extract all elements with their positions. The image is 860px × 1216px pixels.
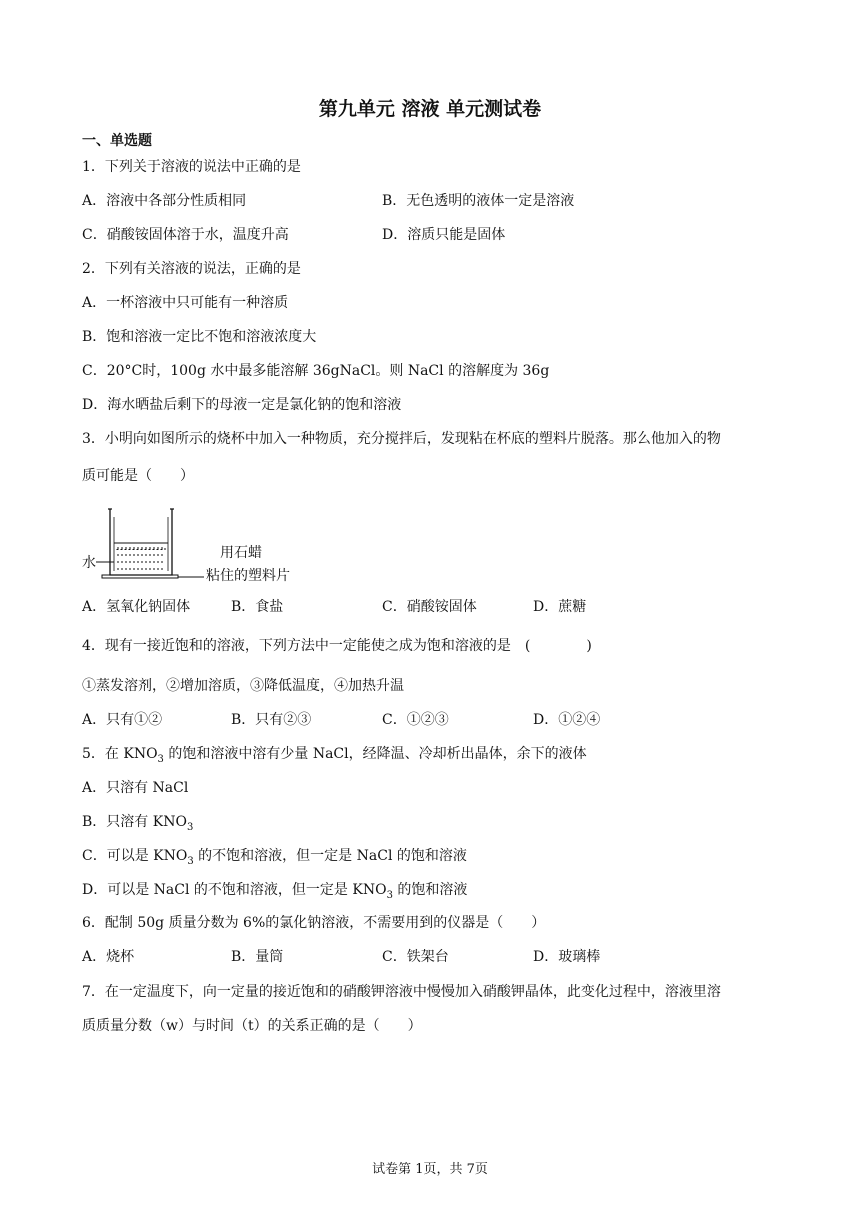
- question-3-stem-line1: 3．小明向如图所示的烧杯中加入一种物质，充分搅拌后，发现粘在杯底的塑料片脱落。那么他加入的物: [82, 431, 721, 447]
- figure-label-wax: 用石蜡: [220, 545, 262, 561]
- question-1-stem: 1．下列关于溶液的说法中正确的是: [82, 159, 301, 175]
- question-5-option-c: C．可以是 $KNO_3$ 的不饱和溶液，但一定是 NaCl 的饱和溶液: [82, 848, 467, 867]
- question-3-option-c: C．硝酸铵固体: [382, 599, 477, 615]
- question-4-option-a: A．只有①②: [82, 712, 163, 728]
- question-1-option-d: D．溶质只能是固体: [382, 227, 506, 243]
- question-7-stem-line1: 7．在一定温度下，向一定量的接近饱和的硝酸钾溶液中慢慢加入硝酸钾晶体，此变化过程中，溶液里溶: [82, 984, 721, 1000]
- question-4-option-d: D．①②④: [533, 712, 601, 728]
- question-3-option-d: D．蔗糖: [533, 599, 587, 615]
- question-6-stem: 6．配制 50g 质量分数为 6%的氯化钠溶液，不需要用到的仪器是（ ）: [82, 915, 546, 931]
- question-4-option-c: C．①②③: [382, 712, 449, 728]
- figure-label-water: 水: [82, 555, 96, 571]
- beaker-figure: [82, 505, 292, 585]
- question-7-stem-line2: 质质量分数（w）与时间（t）的关系正确的是（ ）: [82, 1018, 422, 1034]
- question-5-option-b: B．只溶有 $KNO_3$: [82, 814, 194, 833]
- question-6-option-c: C．铁架台: [382, 949, 449, 965]
- question-6-option-a: A．烧杯: [82, 949, 135, 965]
- question-6-option-b: B．量筒: [231, 949, 284, 965]
- page-footer: 试卷第 1页，共 7页: [372, 1162, 488, 1177]
- question-5-option-d: D．可以是 NaCl 的不饱和溶液，但一定是 $KNO_3$ 的饱和溶液: [82, 882, 468, 901]
- question-3-option-b: B．食盐: [231, 599, 284, 615]
- question-2-option-c: C．20°C时，100g 水中最多能溶解 36gNaCl。则 NaCl 的溶解度为 36g: [82, 363, 550, 379]
- question-2-option-b: B．饱和溶液一定比不饱和溶液浓度大: [82, 329, 317, 345]
- question-1-option-c: C．硝酸铵固体溶于水，温度升高: [82, 227, 289, 243]
- question-2-option-d: D．海水晒盐后剩下的母液一定是氯化钠的饱和溶液: [82, 397, 402, 413]
- question-1-option-a: A．溶液中各部分性质相同: [82, 193, 247, 209]
- question-3-stem-line2: 质可能是（ ）: [82, 468, 194, 484]
- question-1-option-b: B．无色透明的液体一定是溶液: [382, 193, 575, 209]
- question-6-option-d: D．玻璃棒: [533, 949, 601, 965]
- page-title: 第九单元 溶液 单元测试卷: [318, 98, 542, 120]
- question-2-option-a: A．一杯溶液中只可能有一种溶质: [82, 295, 289, 311]
- question-4-option-b: B．只有②③: [231, 712, 312, 728]
- figure-label-plastic: 粘住的塑料片: [206, 568, 290, 584]
- question-4-methods: ①蒸发溶剂，②增加溶质，③降低温度，④加热升温: [82, 678, 404, 694]
- question-2-stem: 2．下列有关溶液的说法，正确的是: [82, 261, 301, 277]
- section-heading: 一、单选题: [82, 133, 152, 149]
- question-5-option-a: A．只溶有 NaCl: [82, 780, 189, 796]
- question-3-option-a: A．氢氧化钠固体: [82, 599, 191, 615]
- question-5-stem: 5．在 $KNO_3$ 的饱和溶液中溶有少量 NaCl，经降温、冷却析出晶体，余下的液体: [82, 746, 587, 765]
- question-4-stem: 4．现有一接近饱和的溶液，下列方法中一定能使之成为饱和溶液的是 ( ): [82, 638, 592, 654]
